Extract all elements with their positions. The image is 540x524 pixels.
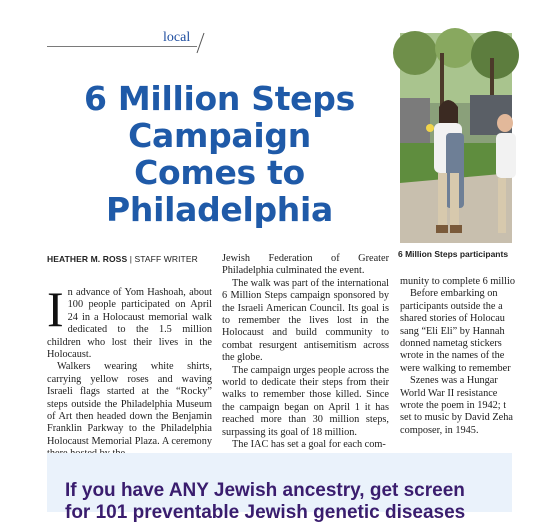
paragraph: The walk was part of the international 6 Million Steps campaign sponsored by the Israeli American Council. Its goal is to remember the lives lost in the Holocaust and build community to combat resurgent antisemitism across the globe.	[222, 277, 389, 364]
text-line: wrote the poem in 1942; t	[400, 400, 507, 412]
text-line: were walking to remember	[400, 362, 511, 374]
ad-banner	[47, 453, 512, 523]
paragraph: Walkers wearing white shirts, carrying yellow roses and waving Israeli flags started at the “Rocky” steps outside the Philadelphia Museum of Art then headed down the Benjamin Franklin Parkway to the Philadelphia Holocaust Memorial Plaza. A ceremony	[47, 361, 212, 447]
article-column-3	[400, 276, 540, 437]
text-line: World War II resistance	[400, 387, 498, 399]
text-line: donned nametag stickers	[400, 338, 502, 350]
paragraph: Jewish Federation of Greater Philadelphia culminated the event.	[222, 253, 389, 277]
paragraph: The campaign urges people across the world to dedicate their steps from their walks to remember those killed. Since the campaign began on April 1 it has reached more than 30 million steps, surpassing its goal of 18 million.	[222, 364, 389, 438]
byline-name: HEATHER M. ROSS	[47, 254, 128, 264]
text-line: wrote in the names of the	[400, 350, 505, 362]
drop-cap: I	[47, 281, 64, 337]
photo-caption: 6 Million Steps participants	[398, 249, 509, 259]
headline-line: Comes to	[134, 153, 305, 192]
ad-headline-line-1	[65, 480, 465, 502]
paragraph: The IAC has set a goal for each com-	[232, 439, 386, 451]
headline-line: Philadelphia	[106, 190, 333, 229]
text-line: sang “Eli Eli” by Hannah	[400, 325, 505, 337]
section-label: local	[163, 30, 191, 45]
text-line: set to music by David Zeha	[400, 412, 513, 424]
headline-line: Campaign	[128, 116, 311, 155]
paragraph-text: n advance of Yom Hashoah, about 100 people participated on April 24 in a Holocaust memorial walk dedicated to the 1.5 million children who lost their lives in the Holocaust.	[47, 287, 212, 361]
ad-headline-line-2: for 101 preventable Jewish genetic diseases	[65, 502, 466, 523]
headline	[47, 80, 392, 228]
text-line: composer, in 1945.	[400, 424, 479, 436]
text-line: Szenes was a Hungar	[410, 375, 498, 387]
byline-role: STAFF WRITER	[134, 254, 198, 264]
ad-text: If you have	[65, 480, 169, 501]
ad-text: Jewish ancestry, get screen	[208, 480, 465, 501]
byline-separator: |	[129, 254, 135, 264]
ad-emphasis: ANY	[168, 480, 209, 501]
article-column-2	[222, 253, 389, 452]
text-line: Before embarking on	[410, 288, 498, 300]
text-line: shared stories of Holocau	[400, 313, 505, 325]
section-rule	[47, 46, 197, 47]
text-line: munity to complete 6 millio	[400, 276, 515, 287]
article-photo	[400, 33, 512, 243]
paragraph	[47, 281, 212, 361]
text-line: participants outside the a	[400, 300, 503, 312]
byline	[47, 254, 198, 264]
article-column-1	[47, 281, 212, 461]
section-slash	[196, 33, 205, 53]
headline-line: 6 Million Steps	[84, 79, 355, 118]
